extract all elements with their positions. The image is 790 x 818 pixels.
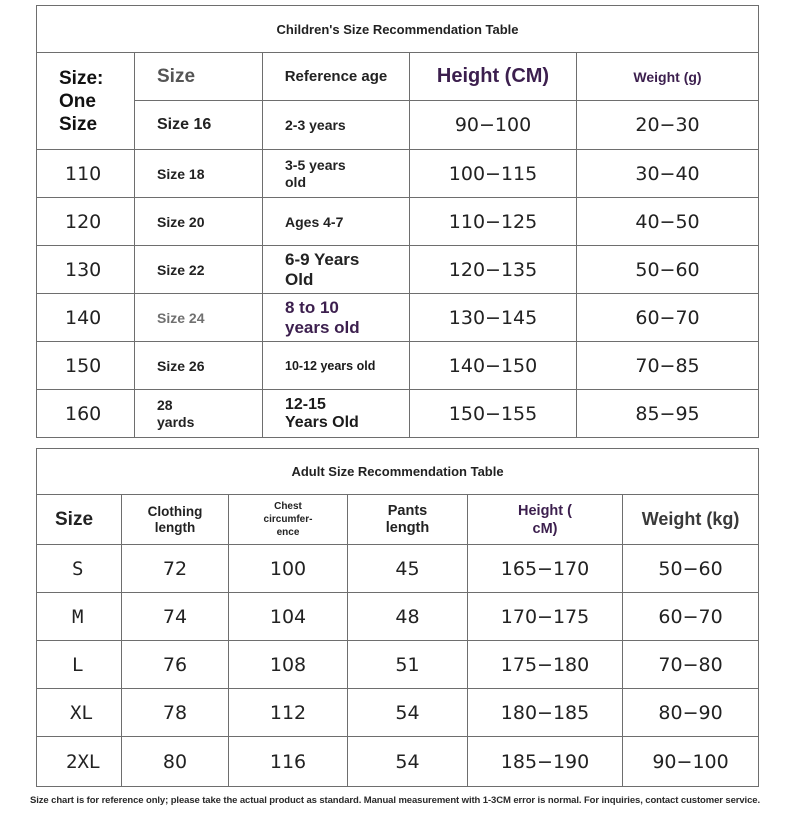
cell-size: 28 yards: [135, 390, 263, 438]
cell-length: 74: [122, 593, 229, 641]
table-row: [37, 246, 759, 294]
header-pants-length: Pants length: [348, 495, 468, 545]
header-size-one-size: Size: One Size: [37, 53, 135, 150]
cell-chest: 108: [229, 641, 348, 689]
cell-height: 175−180: [468, 641, 623, 689]
table-row: [37, 641, 759, 689]
cell-chest: 116: [229, 737, 348, 787]
cell-height: 165−170: [468, 545, 623, 593]
header-size: Size: [135, 53, 263, 101]
table-row: [37, 294, 759, 342]
cell-height: 120−135: [410, 246, 577, 294]
cell-height-label: 120: [37, 198, 135, 246]
cell-height-label: 140: [37, 294, 135, 342]
header-height-cm: Height (CM): [410, 53, 577, 101]
table-row: [37, 545, 759, 593]
cell-age: 6-9 Years Old: [263, 246, 410, 294]
cell-height: 90−100: [410, 101, 577, 150]
header-chest: Chest circumfer- ence: [229, 495, 348, 545]
cell-size: XL: [37, 689, 122, 737]
cell-height: 140−150: [410, 342, 577, 390]
cell-weight: 80−90: [623, 689, 759, 737]
cell-length: 72: [122, 545, 229, 593]
table-row: [37, 198, 759, 246]
cell-height: 110−125: [410, 198, 577, 246]
cell-length: 76: [122, 641, 229, 689]
cell-weight: 90−100: [623, 737, 759, 787]
cell-weight: 30−40: [577, 150, 759, 198]
table-row: [37, 593, 759, 641]
header-weight-g: Weight (g): [577, 53, 759, 101]
cell-weight: 85−95: [577, 390, 759, 438]
cell-age: 12-15 Years Old: [263, 390, 410, 438]
children-table-title: Children's Size Recommendation Table: [37, 6, 759, 53]
adult-size-table: [36, 448, 759, 787]
cell-height: 100−115: [410, 150, 577, 198]
table-row: [37, 390, 759, 438]
header-clothing-length: Clothing length: [122, 495, 229, 545]
cell-age: Ages 4-7: [263, 198, 410, 246]
table-row: [37, 737, 759, 787]
cell-height: 185−190: [468, 737, 623, 787]
cell-age: 3-5 years old: [263, 150, 410, 198]
cell-height: 130−145: [410, 294, 577, 342]
cell-size: Size 18: [135, 150, 263, 198]
cell-weight: 20−30: [577, 101, 759, 150]
cell-pants: 51: [348, 641, 468, 689]
cell-size: 2XL: [37, 737, 122, 787]
cell-height-label: 150: [37, 342, 135, 390]
table-row: [37, 150, 759, 198]
cell-size: M: [37, 593, 122, 641]
cell-length: 80: [122, 737, 229, 787]
cell-size: Size 16: [135, 101, 263, 150]
cell-age: 8 to 10 years old: [263, 294, 410, 342]
cell-size: Size 20: [135, 198, 263, 246]
cell-weight: 70−80: [623, 641, 759, 689]
cell-weight: 40−50: [577, 198, 759, 246]
footnote: Size chart is for reference only; please take the actual product as standard. Manual measurement with 1-3CM error is normal. For inquiries, contact customer service.: [29, 795, 760, 806]
cell-height-label: 130: [37, 246, 135, 294]
cell-age: 2-3 years: [263, 101, 410, 150]
header-reference-age: Reference age: [263, 53, 410, 101]
cell-height: 180−185: [468, 689, 623, 737]
cell-length: 78: [122, 689, 229, 737]
cell-weight: 50−60: [623, 545, 759, 593]
cell-age: 10-12 years old: [263, 342, 410, 390]
cell-pants: 54: [348, 737, 468, 787]
cell-size: Size 26: [135, 342, 263, 390]
cell-size: Size 22: [135, 246, 263, 294]
header-weight-kg: Weight (kg): [623, 495, 759, 545]
cell-pants: 45: [348, 545, 468, 593]
header-height: Height ( cM): [468, 495, 623, 545]
cell-height: 150−155: [410, 390, 577, 438]
cell-height-label: 160: [37, 390, 135, 438]
cell-chest: 112: [229, 689, 348, 737]
cell-chest: 104: [229, 593, 348, 641]
table-row: [37, 689, 759, 737]
children-size-table: [36, 5, 759, 438]
cell-height: 170−175: [468, 593, 623, 641]
cell-pants: 48: [348, 593, 468, 641]
cell-weight: 60−70: [623, 593, 759, 641]
cell-pants: 54: [348, 689, 468, 737]
cell-weight: 50−60: [577, 246, 759, 294]
cell-size: Size 24: [135, 294, 263, 342]
cell-size: S: [37, 545, 122, 593]
adult-table-title: Adult Size Recommendation Table: [37, 449, 759, 495]
table-row: [37, 342, 759, 390]
cell-height-label: 110: [37, 150, 135, 198]
cell-chest: 100: [229, 545, 348, 593]
cell-size: L: [37, 641, 122, 689]
header-size: Size: [37, 495, 122, 545]
cell-weight: 70−85: [577, 342, 759, 390]
cell-weight: 60−70: [577, 294, 759, 342]
